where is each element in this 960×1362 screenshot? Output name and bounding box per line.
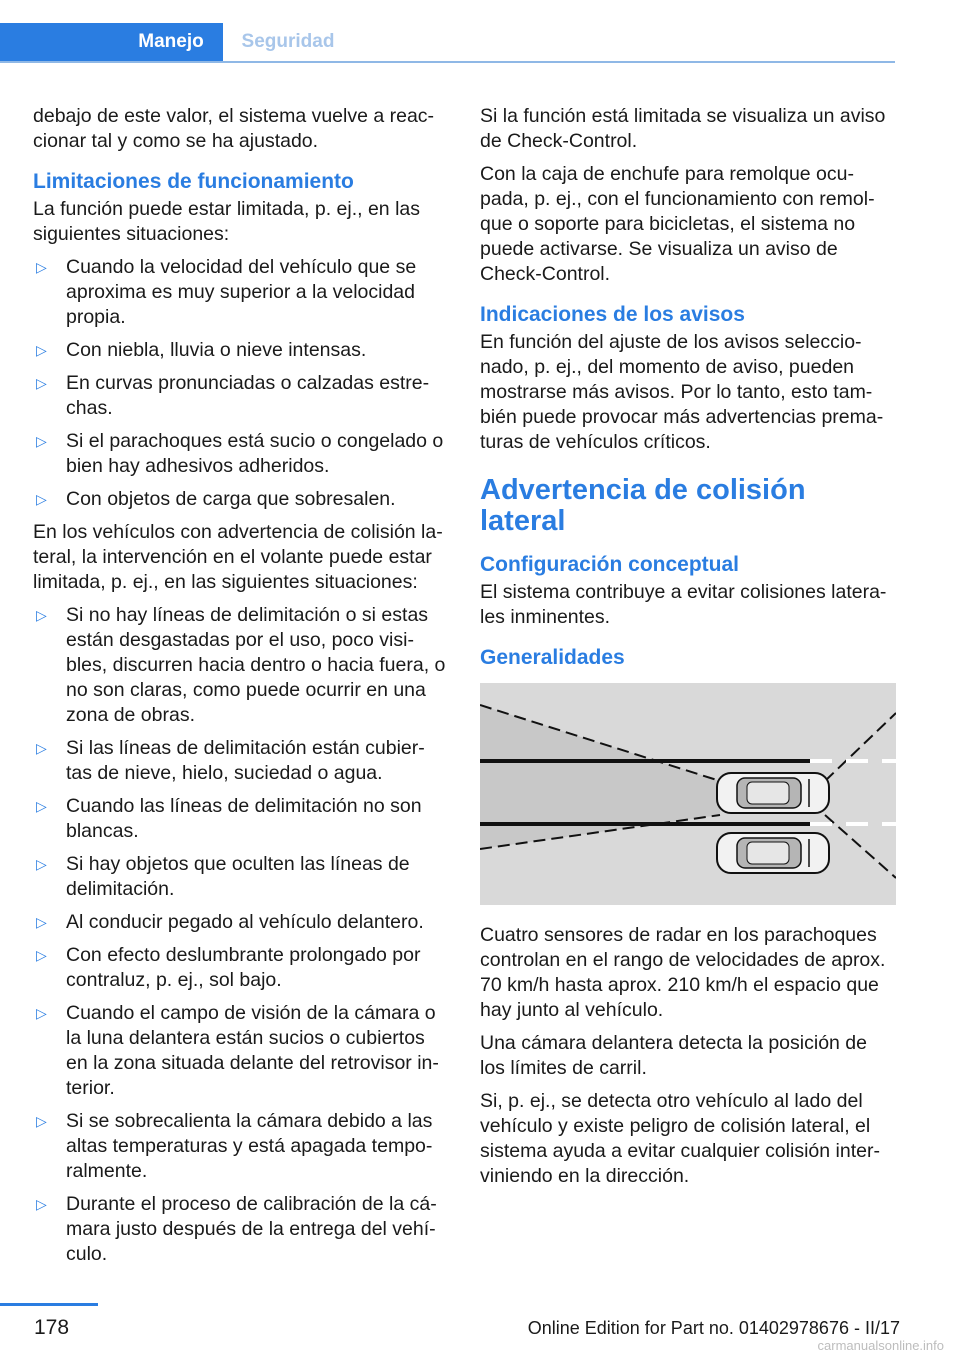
paragraph-volante: En los vehículos con advertencia de colisión la‐teral, la intervención en el volante puede estar limitada, p. ej., en las siguientes situaciones: <box>33 521 443 593</box>
list-item: ▷ Cuando las líneas de delimitación no son blancas. <box>36 795 422 842</box>
triangle-bullet-icon: ▷ <box>36 342 47 358</box>
heading-indicaciones: Indicaciones de los avisos <box>480 303 745 326</box>
list-item: ▷ Con objetos de carga que sobresalen. <box>36 488 396 510</box>
paragraph-peligro: Si, p. ej., se detecta otro vehículo al lado del vehículo y existe peligro de colisión lateral, el sistema ayuda a evitar cualquier colisión inter‐viniendo en la dirección. <box>480 1090 880 1187</box>
lateral-collision-illustration <box>480 683 896 905</box>
triangle-bullet-icon: ▷ <box>36 433 47 449</box>
heading-advertencia-colision-lateral: Advertencia de colisión lateral <box>480 474 806 537</box>
road-diagram-svg <box>480 683 896 905</box>
list-item: ▷ Cuando la velocidad del vehículo que se aproxima es muy superior a la velocidad propia. <box>36 256 417 328</box>
intro-paragraph: debajo de este valor, el sistema vuelve a reac‐cionar tal y como se ha ajustado. <box>33 105 435 152</box>
left-column <box>33 104 447 1275</box>
triangle-bullet-icon: ▷ <box>36 856 47 872</box>
edition-label: Online Edition for Part no. 01402978676 - II/17 <box>527 1318 900 1338</box>
paragraph-indicaciones: En función del ajuste de los avisos seleccio‐nado, p. ej., del momento de aviso, pueden mostrarse más avisos. Por lo tanto, esto tam‐bién puede provocar más advertencias prema‐turas de vehículos críticos. <box>480 331 884 453</box>
list-item: ▷ Al conducir pegado al vehículo delantero. <box>36 911 424 933</box>
heading-limitaciones: Limitaciones de funcionamiento <box>33 170 354 193</box>
page-number: 178 <box>34 1316 70 1339</box>
triangle-bullet-icon: ▷ <box>36 1196 47 1212</box>
triangle-bullet-icon: ▷ <box>36 798 47 814</box>
tab-manejo[interactable]: Manejo <box>119 23 223 61</box>
paragraph-camara: Una cámara delantera detecta la posición de los límites de carril. <box>480 1032 867 1079</box>
heading-generalidades: Generalidades <box>480 646 625 669</box>
list-item: ▷ Si no hay líneas de delimitación o si estas están desgastadas por el uso, poco visi‐bles, discurren hacia dentro o hacia fuera, o no son claras, como puede ocurrir en una zona de obras. <box>36 604 446 726</box>
triangle-bullet-icon: ▷ <box>36 375 47 391</box>
paragraph-limitaciones: La función puede estar limitada, p. ej., en las siguientes situaciones: <box>33 198 420 245</box>
list-item: ▷ Durante el proceso de calibración de la cá‐mara justo después de la entrega del vehí‐culo. <box>36 1193 437 1265</box>
list-item: ▷ Si las líneas de delimitación están cubier‐tas de nieve, hielo, suciedad o agua. <box>36 737 425 784</box>
heading-configuracion: Configuración conceptual <box>480 553 740 576</box>
list-volante <box>33 603 447 1267</box>
triangle-bullet-icon: ▷ <box>36 947 47 963</box>
list-item: ▷ En curvas pronunciadas o calzadas estre‐chas. <box>36 372 430 419</box>
list-item: ▷ Cuando el campo de visión de la cámara o la luna delantera están sucios o cubiertos en la zona situada delante del retrovisor in‐terior. <box>36 1002 439 1099</box>
triangle-bullet-icon: ▷ <box>36 1113 47 1129</box>
watermark-text: carmanualsonline.info <box>817 1338 944 1353</box>
car-front-icon <box>717 773 829 813</box>
tab-seguridad[interactable]: Seguridad <box>241 31 335 52</box>
triangle-bullet-icon: ▷ <box>36 607 47 623</box>
triangle-bullet-icon: ▷ <box>36 740 47 756</box>
list-item: ▷ Con niebla, lluvia o nieve intensas. <box>36 339 367 361</box>
right-column <box>480 104 896 1197</box>
footer-accent-line <box>0 1303 98 1306</box>
list-item: ▷ Si hay objetos que oculten las líneas de delimitación. <box>36 853 410 900</box>
car-rear-icon <box>717 833 829 873</box>
list-item: ▷ Con efecto deslumbrante prolongado por contraluz, p. ej., sol bajo. <box>36 944 421 991</box>
triangle-bullet-icon: ▷ <box>36 259 47 275</box>
triangle-bullet-icon: ▷ <box>36 1005 47 1021</box>
list-item: ▷ Si se sobrecalienta la cámara debido a las altas temperaturas y está apagada tempo‐ralmente. <box>36 1110 433 1182</box>
triangle-bullet-icon: ▷ <box>36 914 47 930</box>
list-limitaciones <box>33 255 447 512</box>
triangle-bullet-icon: ▷ <box>36 491 47 507</box>
paragraph-sensores: Cuatro sensores de radar en los parachoques controlan en el rango de velocidades de aprox. 70 km/h hasta aprox. 210 km/h el espacio que hay junto al vehículo. <box>480 924 886 1021</box>
header-tab-spacer <box>0 23 119 61</box>
paragraph-remolque: Con la caja de enchufe para remolque ocu‐pada, p. ej., con el funcionamiento con remol‐que o soporte para bicicletas, el sistema no puede activarse. Se visualiza un aviso de Check-Control. <box>480 163 875 285</box>
header-tabs <box>0 23 895 63</box>
paragraph-check-control: Si la función está limitada se visualiza un aviso de Check-Control. <box>480 105 886 152</box>
list-item: ▷ Si el parachoques está sucio o congelado o bien hay adhesivos adheridos. <box>36 430 444 477</box>
paragraph-configuracion: El sistema contribuye a evitar colisiones latera‐les inminentes. <box>480 581 887 628</box>
